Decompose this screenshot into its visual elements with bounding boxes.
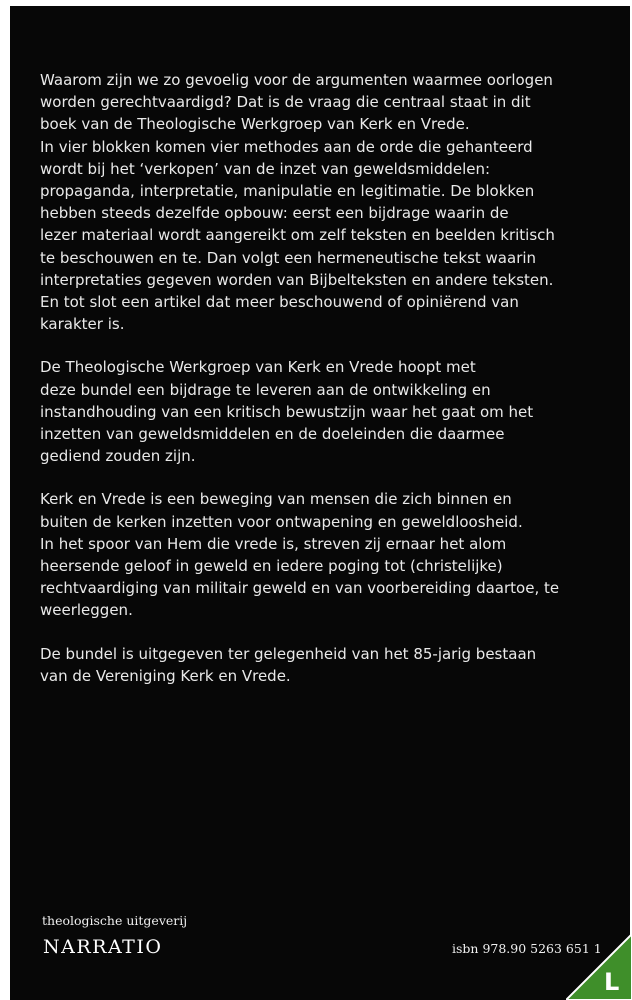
text-line: In vier blokken komen vier methodes aan de orde die gehanteerd bbox=[40, 137, 533, 156]
blurb-paragraph-1 bbox=[40, 69, 610, 335]
text-line: inzetten van geweldsmiddelen en de doeleinden die daarmee bbox=[40, 425, 505, 444]
text-line: En tot slot een artikel dat meer beschouwend of opiniërend van bbox=[40, 293, 519, 312]
text-line: De bundel is uitgegeven ter gelegenheid van het 85-jarig bestaan bbox=[40, 644, 537, 663]
text-line: te beschouwen en te. Dan volgt een hermeneutische tekst waarin bbox=[40, 248, 537, 267]
isbn-number: isbn 978.90 5263 651 1 bbox=[452, 941, 602, 956]
text-line: buiten de kerken inzetten voor ontwapening en geweldloosheid. bbox=[40, 512, 523, 531]
text-line: karakter is. bbox=[40, 315, 125, 334]
text-line: Kerk en Vrede is een beweging van mensen die zich binnen en bbox=[40, 490, 512, 509]
text-line: deze bundel een bijdrage te leveren aan de ontwikkeling en bbox=[40, 380, 491, 399]
text-line: instandhouding van een kritisch bewustzijn waar het gaat om het bbox=[40, 402, 534, 421]
text-line: In het spoor van Hem die vrede is, streven zij ernaar het alom bbox=[40, 534, 507, 553]
text-line: De Theologische Werkgroep van Kerk en Vrede hoopt met bbox=[40, 358, 476, 377]
text-line: heersende geloof in geweld en iedere poging tot (christelijke) bbox=[40, 557, 503, 576]
text-line: rechtvaardiging van militair geweld en van voorbereiding daartoe, te bbox=[40, 579, 560, 598]
text-line: interpretaties gegeven worden van Bijbelteksten en andere teksten. bbox=[40, 270, 554, 289]
watermark-letter: L bbox=[604, 968, 620, 996]
text-line: Waarom zijn we zo gevoelig voor de argumenten waarmee oorlogen bbox=[40, 71, 553, 89]
blurb-paragraph-3 bbox=[40, 488, 610, 621]
text-line: hebben steeds dezelfde opbouw: eerst een bijdrage waarin de bbox=[40, 204, 509, 223]
text-line: lezer materiaal wordt aangereikt om zelf teksten en beelden kritisch bbox=[40, 226, 555, 245]
text-line: weerleggen. bbox=[40, 601, 133, 620]
blurb-text bbox=[40, 69, 610, 708]
text-line: wordt bij het ‘verkopen’ van de inzet van geweldsmiddelen: bbox=[40, 159, 491, 178]
text-line: worden gerechtvaardigd? Dat is de vraag die centraal staat in dit bbox=[40, 93, 531, 112]
publisher-subtitle: theologische uitgeverij bbox=[42, 913, 188, 928]
text-line: gediend zouden zijn. bbox=[40, 447, 196, 466]
publisher-name: NARRATIO bbox=[43, 936, 163, 958]
text-line: propaganda, interpretatie, manipulatie en legitimatie. De blokken bbox=[40, 182, 535, 201]
blurb-paragraph-2 bbox=[40, 356, 610, 467]
text-line: van de Vereniging Kerk en Vrede. bbox=[40, 666, 291, 685]
book-back-cover bbox=[10, 6, 630, 1000]
lastdodo-logo-icon bbox=[566, 934, 632, 1000]
text-line: boek van de Theologische Werkgroep van Kerk en Vrede. bbox=[40, 115, 470, 134]
blurb-paragraph-4 bbox=[40, 643, 610, 687]
